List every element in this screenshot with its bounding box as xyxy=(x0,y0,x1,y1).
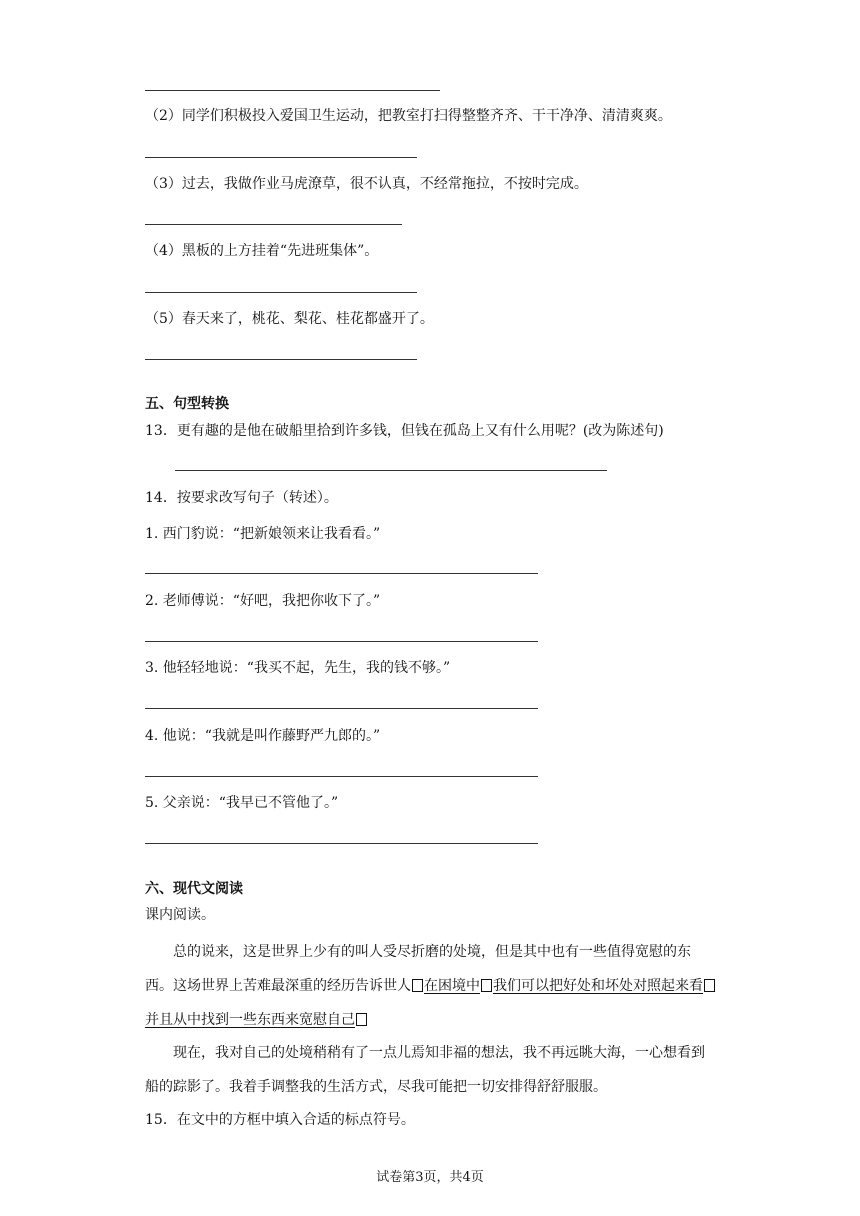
answer-line xyxy=(145,157,417,158)
punctuation-box[interactable] xyxy=(704,979,715,992)
punctuation-box[interactable] xyxy=(481,979,492,992)
item-4: （4）黑板的上方挂着“先进班集体”。 xyxy=(145,243,379,259)
answer-line xyxy=(145,359,417,360)
answer-line xyxy=(175,470,607,471)
reading-paragraph-2: 现在，我对自己的处境稍稍有了一点儿焉知非福的想法，我不再远眺大海，一心想看到船的踪影了。我着手调整我的生活方式，尽我可能把一切安排得舒舒服服。 xyxy=(145,1045,705,1095)
question-14: 14．按要求改写句子（转述）。 xyxy=(145,490,338,506)
section-title: 六、现代文阅读 xyxy=(145,881,243,897)
punctuation-box[interactable] xyxy=(412,979,423,992)
answer-line xyxy=(145,224,402,225)
answer-line xyxy=(145,573,538,574)
answer-line xyxy=(145,292,417,293)
sub-question: 3. 他轻轻地说：“我买不起，先生，我的钱不够。” xyxy=(145,660,451,676)
punctuation-box[interactable] xyxy=(356,1013,367,1026)
sub-question: 4. 他说：“我就是叫作藤野严九郎的。” xyxy=(145,728,381,744)
question-13: 13．更有趣的是他在破船里拾到许多钱，但钱在孤岛上又有什么用呢？(改为陈述句) xyxy=(145,423,664,439)
sub-question: 1. 西门豹说：“把新娘领来让我看看。” xyxy=(145,526,381,542)
reading-paragraph-1: 总的说来，这是世界上少有的叫人受尽折磨的处境，但是其中也有一些值得宽慰的东西。这场世界上苦难最深重的经历告诉世人 在困境中 我们可以把好处和坏处对照起来看并且从中找到一些东西来宽慰自己 xyxy=(145,935,717,1037)
section-title: 五、句型转换 xyxy=(145,396,229,412)
item-5: （5）春天来了，桃花、梨花、桂花都盛开了。 xyxy=(145,311,434,327)
answer-line xyxy=(145,641,538,642)
answer-line xyxy=(145,708,538,709)
answer-line xyxy=(145,843,538,844)
page-footer: 试卷第3页，共4页 xyxy=(376,1170,484,1185)
item-2: （2）同学们积极投入爱国卫生运动，把教室打扫得整整齐齐、干干净净、清清爽爽。 xyxy=(145,108,672,124)
sub-question: 5. 父亲说：“我早已不管他了。” xyxy=(145,795,339,811)
reading-intro: 课内阅读。 xyxy=(145,907,215,923)
answer-line xyxy=(145,776,538,777)
sub-question: 2. 老师傅说：“好吧，我把你收下了。” xyxy=(145,593,381,609)
question-15: 15．在文中的方框中填入合适的标点符号。 xyxy=(145,1112,415,1128)
answer-line xyxy=(145,90,440,91)
item-3: （3）过去，我做作业马虎潦草，很不认真，不经常拖拉，不按时完成。 xyxy=(145,176,588,192)
